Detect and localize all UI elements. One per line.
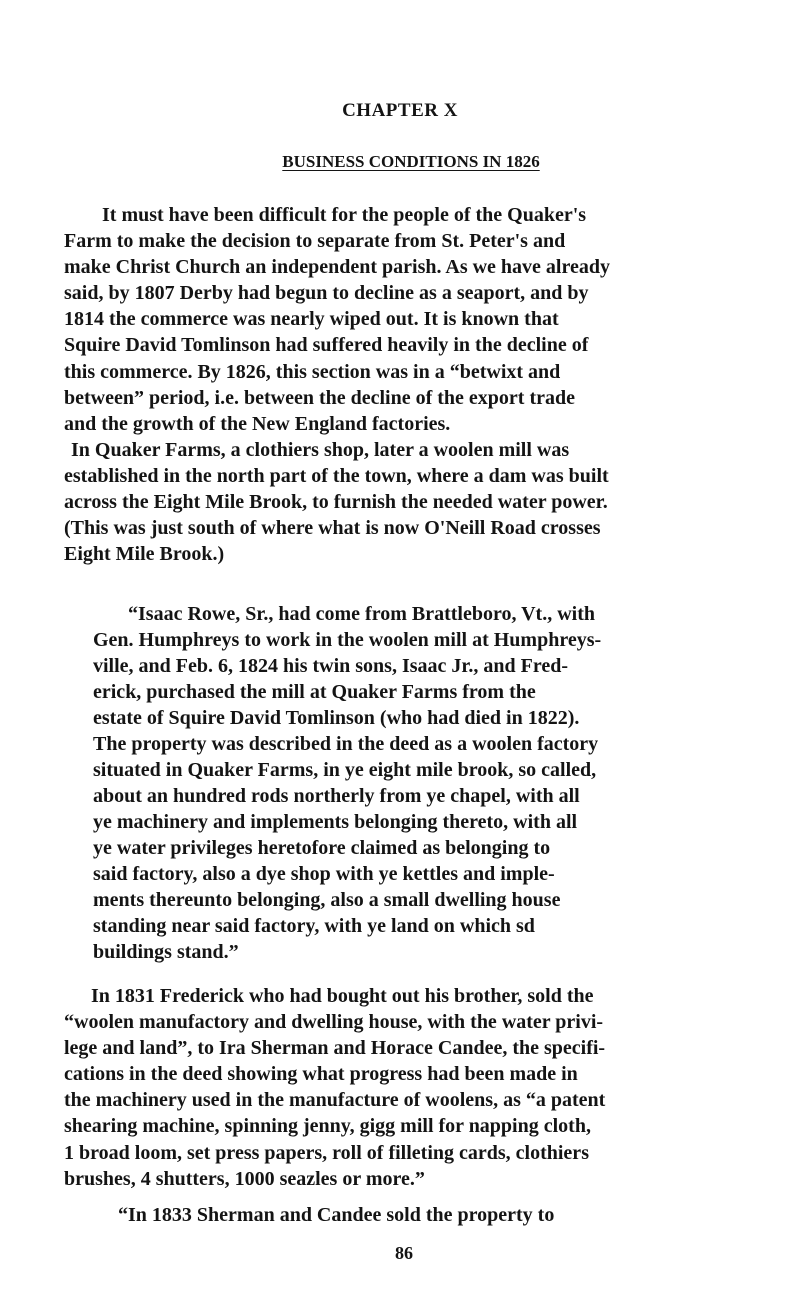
text-line: The property was described in the deed as a woolen factory — [93, 733, 599, 755]
text-line: ye machinery and implements belonging thereto, with all — [93, 811, 578, 833]
text-line: shearing machine, spinning jenny, gigg mill for napping cloth, — [64, 1115, 591, 1138]
text-line: “woolen manufactory and dwelling house, with the water privi- — [64, 1011, 604, 1034]
text-line: cations in the deed showing what progress had been made in — [64, 1063, 578, 1086]
text-line: In Quaker Farms, a clothiers shop, later a woolen mill was — [71, 439, 570, 461]
text-line: “In 1833 Sherman and Candee sold the property to — [118, 1204, 555, 1226]
text-line: Eight Mile Brook.) — [64, 543, 225, 566]
text-line: 1 broad loom, set press papers, roll of filleting cards, clothiers — [64, 1141, 589, 1164]
text-line: the machinery used in the manufacture of woolens, as “a patent — [64, 1089, 606, 1112]
text-line: across the Eight Mile Brook, to furnish the needed water power. — [64, 491, 608, 514]
text-line: buildings stand.” — [93, 941, 239, 963]
text-line: “Isaac Rowe, Sr., had come from Brattleboro, Vt., with — [128, 603, 596, 625]
text-line: Gen. Humphreys to work in the woolen mill at Humphreys- — [93, 629, 602, 651]
text-line: said, by 1807 Derby had begun to decline as a seaport, and by — [64, 282, 589, 305]
text-line: between” period, i.e. between the decline of the export trade — [64, 386, 575, 409]
text-line: standing near said factory, with ye land on which sd — [93, 915, 535, 937]
paragraph-3 — [64, 983, 605, 1192]
paragraph-1 — [64, 202, 610, 437]
text-line: ville, and Feb. 6, 1824 his twin sons, Isaac Jr., and Fred- — [93, 655, 569, 677]
text-line: make Christ Church an independent parish. As we have already — [64, 256, 610, 279]
text-line: about an hundred rods northerly from ye chapel, with all — [93, 785, 580, 807]
text-line: erick, purchased the mill at Quaker Farms from the — [93, 681, 536, 703]
text-line: ye water privileges heretofore claimed as belonging to — [93, 837, 551, 859]
paragraph-2 — [64, 437, 609, 567]
text-line: this commerce. By 1826, this section was in a “betwixt and — [64, 360, 561, 383]
text-line: established in the north part of the town, where a dam was built — [64, 465, 609, 488]
text-line: estate of Squire David Tomlinson (who had died in 1822). — [93, 707, 580, 729]
text-line: Squire David Tomlinson had suffered heavily in the decline of — [64, 334, 589, 357]
paragraph-4 — [64, 1202, 554, 1228]
text-line: ments thereunto belonging, also a small dwelling house — [93, 889, 561, 911]
text-line: In 1831 Frederick who had bought out his brother, sold the — [91, 985, 594, 1007]
page-number: 86 — [395, 1243, 413, 1263]
quotation-block — [93, 601, 601, 965]
text-line: Farm to make the decision to separate from St. Peter's and — [64, 230, 566, 253]
section-heading: BUSINESS CONDITIONS IN 1826 — [282, 152, 540, 171]
text-line: 1814 the commerce was nearly wiped out. It is known that — [64, 308, 559, 331]
text-line: It must have been difficult for the people of the Quaker's — [102, 204, 587, 226]
text-line: (This was just south of where what is now O'Neill Road crosses — [64, 517, 601, 540]
text-line: said factory, also a dye shop with ye kettles and imple- — [93, 863, 555, 885]
text-line: situated in Quaker Farms, in ye eight mile brook, so called, — [93, 759, 597, 781]
text-line: brushes, 4 shutters, 1000 seazles or more.” — [64, 1167, 425, 1190]
text-line: and the growth of the New England factories. — [64, 412, 451, 435]
text-line: lege and land”, to Ira Sherman and Horace Candee, the specifi- — [64, 1037, 606, 1060]
chapter-title: CHAPTER X — [342, 100, 458, 121]
